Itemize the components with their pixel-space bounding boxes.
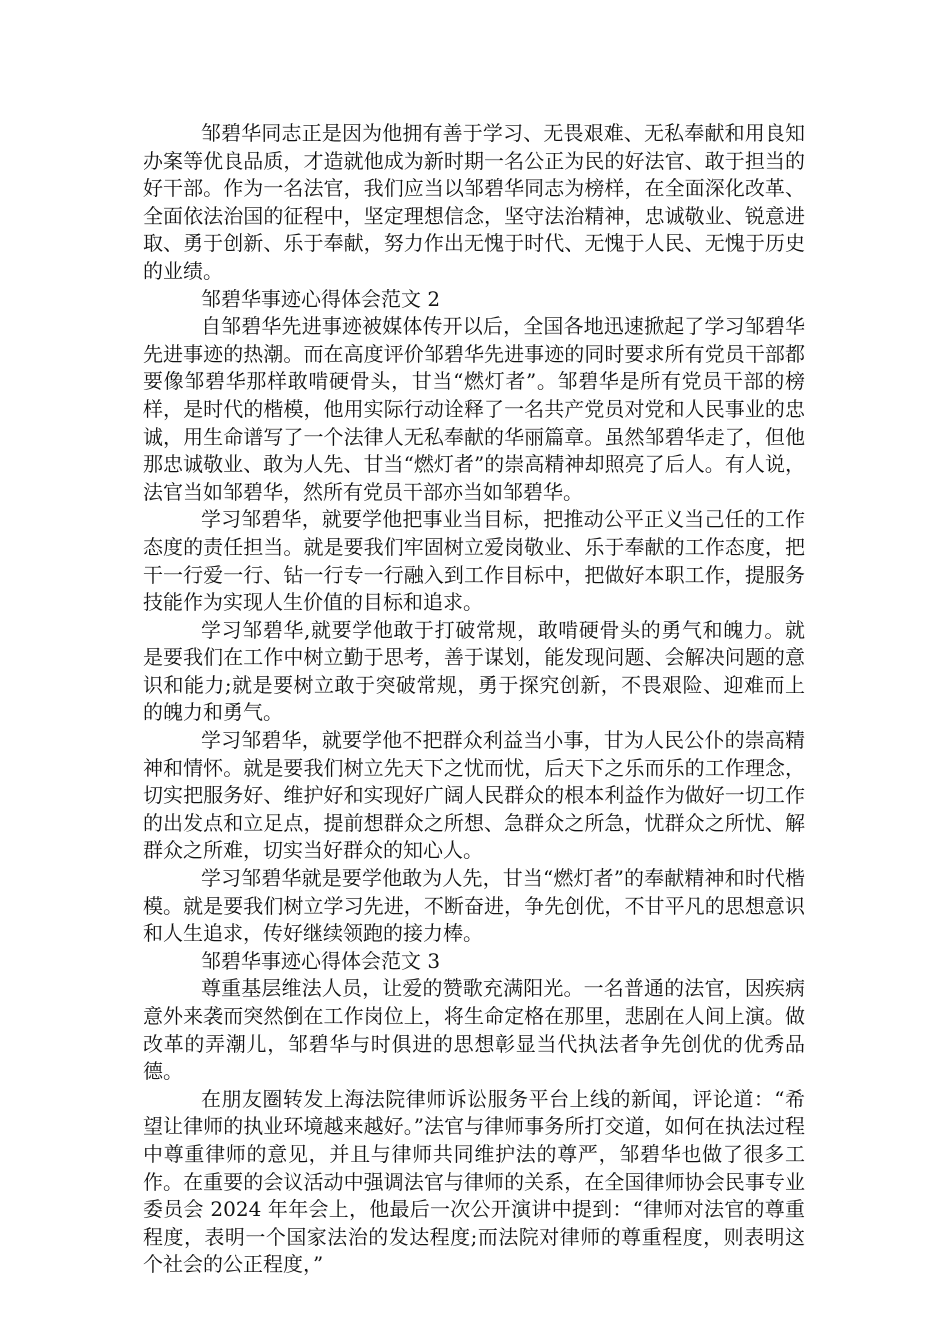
paragraph: 学习邹碧华，就要学他把事业当目标，把推动公平正义当己任的工作态度的责任担当。就是要我们牢固树立爱岗敬业、乐于奉献的工作态度，把干一行爱一行、钻一行专一行融入到工作目标中，把做好本职工作，提服务技能作为实现人生价值的目标和追求。 — [143, 507, 805, 615]
paragraph: 邹碧华同志正是因为他拥有善于学习、无畏艰难、无私奉献和用良知办案等优良品质，才造就他成为新时期一名公正为民的好法官、敢于担当的好干部。作为一名法官，我们应当以邹碧华同志为榜样，在全面深化改革、全面依法治国的征程中，坚定理想信念，坚守法治精神，忠诚敬业、锐意进取、勇于创新、乐于奉献，努力作出无愧于时代、无愧于人民、无愧于历史的业绩。 — [143, 121, 805, 283]
paragraph: 学习邹碧华,就要学他敢于打破常规，敢啃硬骨头的勇气和魄力。就是要我们在工作中树立勤于思考，善于谋划，能发现问题、会解决问题的意识和能力;就是要树立敢于突破常规，勇于探究创新，不畏艰险、迎难而上的魄力和勇气。 — [143, 617, 805, 725]
section-heading: 邹碧华事迹心得体会范文 2 — [201, 286, 441, 311]
paragraph: 自邹碧华先进事迹被媒体传开以后，全国各地迅速掀起了学习邹碧华先进事迹的热潮。而在高度评价邹碧华先进事迹的同时要求所有党员干部都要像邹碧华那样敢啃硬骨头，甘当“燃灯者”。邹碧华是所有党员干部的榜样，是时代的楷模，他用实际行动诠释了一名共产党员对党和人民事业的忠诚，用生命谱写了一个法律人无私奉献的华丽篇章。虽然邹碧华走了，但他那忠诚敬业、敢为人先、甘当“燃灯者”的崇高精神却照亮了后人。有人说，法官当如邹碧华，然所有党员干部亦当如邹碧华。 — [143, 314, 805, 504]
paragraph: 在朋友圈转发上海法院律师诉讼服务平台上线的新闻，评论道：“希望让律师的执业环境越来越好。”法官与律师事务所打交道，如何在执法过程中尊重律师的意见，并且与律师共同维护法的尊严，邹碧华也做了很多工作。在重要的会议活动中强调法官与律师的关系，在全国律师协会民事专业委员会 2024 年年会上，他最后一次公开演讲中提到：“律师对法官的尊重程度，表明一个国家法治的发达程度;而法院对律师的尊重程度，则表明这个社会的公正程度，” — [143, 1086, 805, 1277]
section-heading: 邹碧华事迹心得体会范文 3 — [201, 948, 441, 973]
paragraph: 尊重基层维法人员，让爱的赞歌充满阳光。一名普通的法官，因疾病意外来袭而突然倒在工作岗位上，将生命定格在那里，悲剧在人间上演。做改革的弄潮儿，邹碧华与时俱进的思想彰显当代执法者争先创优的优秀品德。 — [143, 976, 805, 1084]
paragraph: 学习邹碧华，就要学他不把群众利益当小事，甘为人民公仆的崇高精神和情怀。就是要我们树立先天下之忧而忧，后天下之乐而乐的工作理念，切实把服务好、维护好和实现好广阔人民群众的根本利益作为做好一切工作的出发点和立足点，提前想群众之所想、急群众之所急，忧群众之所忧、解群众之所难，切实当好群众的知心人。 — [143, 728, 805, 863]
document-body — [143, 120, 805, 1279]
paragraph: 学习邹碧华就是要学他敢为人先，甘当“燃灯者”的奉献精神和时代楷模。就是要我们树立学习先进，不断奋进，争先创优，不甘平凡的思想意识和人生追求，传好继续领跑的接力棒。 — [143, 866, 805, 946]
